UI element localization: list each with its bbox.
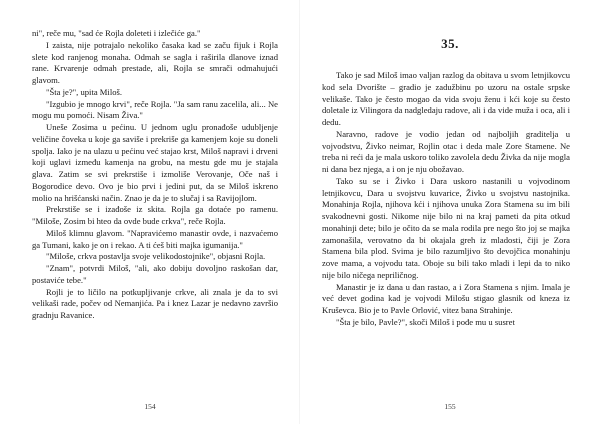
paragraph: "Šta je bilo, Pavle?", skoči Miloš i pođe mu u susret: [336, 316, 515, 327]
paragraph: Prekrstiše se i izađoše iz skita. Rojla ga dotaće po ramenu. "Miloše, Zosim bi hteo da ovde bude crkva", reče Rojla.: [32, 204, 278, 226]
paragraph: "Miloše, crkva postavlja svoje velikodostojnike", objasni Rojla.: [46, 251, 266, 262]
paragraph: Miloš klimnu glavom. "Napravićemo manastir ovde, i nazvaćemo ga Tumani, kako je on i rekao. A ti ćeš biti majka igumanija.": [32, 227, 278, 250]
paragraph: ni", reče mu, "sad će Rojla doleteti i izlečiće ga.": [32, 28, 201, 38]
paragraph: "Izgubio je mnogo krvi", reče Rojla. "Ja sam ranu zacelila, ali... Ne mogu mu pomoći. Nisam Živa.": [32, 98, 278, 121]
paragraph: "Znam", potvrdi Miloš, "ali, ako dobiju dovoljno raskošan dar, postaviće tebe.": [32, 263, 278, 285]
paragraph: Uneše Zosima u pećinu. U jednom uglu pronađoše udubljenje veličine čoveka u koje ga saviše i prekriše ga kamenjem koje su doneli spolja. Iako je na ulazu u pećinu već stajao krst, Miloš napravi i drveni koji uglavi između kamenja na grobu, na mestu gde mu je stajala glava. Zatim se svi prekrstiše i izmoliše Verovanje, Oče naš i Bogorodice devo. Ovo je bio prvi i jedini put, da se Miloš iskreno molio na hrišćanski način. Znao je da je to slučaj i sa Ravijojlom.: [32, 122, 278, 203]
paragraph: Rojli je to ličilo na potkupljivanje crkve, ali znala je da to svi velikaši rade, počev od Nemanjića. Pa i knez Lazar je nedavno završio gradnju Ravanice.: [32, 286, 278, 320]
paragraph: "Šta je?", upita Miloš.: [46, 86, 122, 97]
paragraph: Tako su se i Živko i Dara uskoro nastanili u vojvodinom letnjikovcu, Dara u svojstvu kuvarice, Živko u svojstvu nastojnika. Monahinja Rojla, njihova kći i njihova unuka Zora Stamena su im bili svakodnevni gosti. Nikome nije bilo ni na kraj pameti da pita otkud monahinji dete; bilo je očito da se mala rodila pre nego što joj se majka zamonašila, verovatno da bi okajala greh iz mladosti, čiji je Zora Stamena bila plod. Svima je bilo razumljivo što devojčica monahinju zove mama, a vojvodu tata. Oboje su bili tako mladi i lepi da to niko nije bilo ničega nepriličnog.: [322, 175, 570, 280]
page-number-left: 154: [144, 402, 156, 411]
paragraph: Tako je sad Miloš imao valjan razlog da obitava u svom letnjikovcu kod sela Dvorište – gradio je zadužbinu po uzoru na ostale srpske velikaše. Tako je često mogao da vida svoju ženu i kći koje su često doletale iz Vilingora da nadgledaju radove, ali i da vide muža i oca, ali i dedu.: [322, 70, 570, 127]
left-page-text: [32, 28, 278, 322]
page-number-right: 155: [444, 402, 456, 411]
right-page: [300, 0, 600, 424]
paragraph: I zaista, nije potrajalo nekoliko časaka kad se začu fijuk i Rojla slete kod ranjenog monaha. Odmah se sagla i raširila dlanove iznad rane. Krvarenje odmah prestade, ali, Rojla se smrači odmahujući glavom.: [32, 39, 278, 85]
right-page-text: [322, 70, 570, 329]
paragraph: Manastir je iz dana u dan rastao, a i Zora Stamena s njim. Imala je već devet godina kad je vojvodi Milošu stigao glasnik od kneza iz Kruševca. Bio je to Pavle Orlović, vitez bana Strahinje.: [322, 281, 570, 315]
paragraph: Naravno, radove je vodio jedan od najboljih graditelja u vojvodstvu, Živko neimar, Rojlin otac i deda male Zore Stamene. Ne treba ni reći da je mala uskoro toliko zavolela dedu Živka da nije mogla ni dana bez njega, a i on je nju obožavao.: [322, 128, 570, 174]
chapter-title: 35.: [441, 36, 459, 51]
